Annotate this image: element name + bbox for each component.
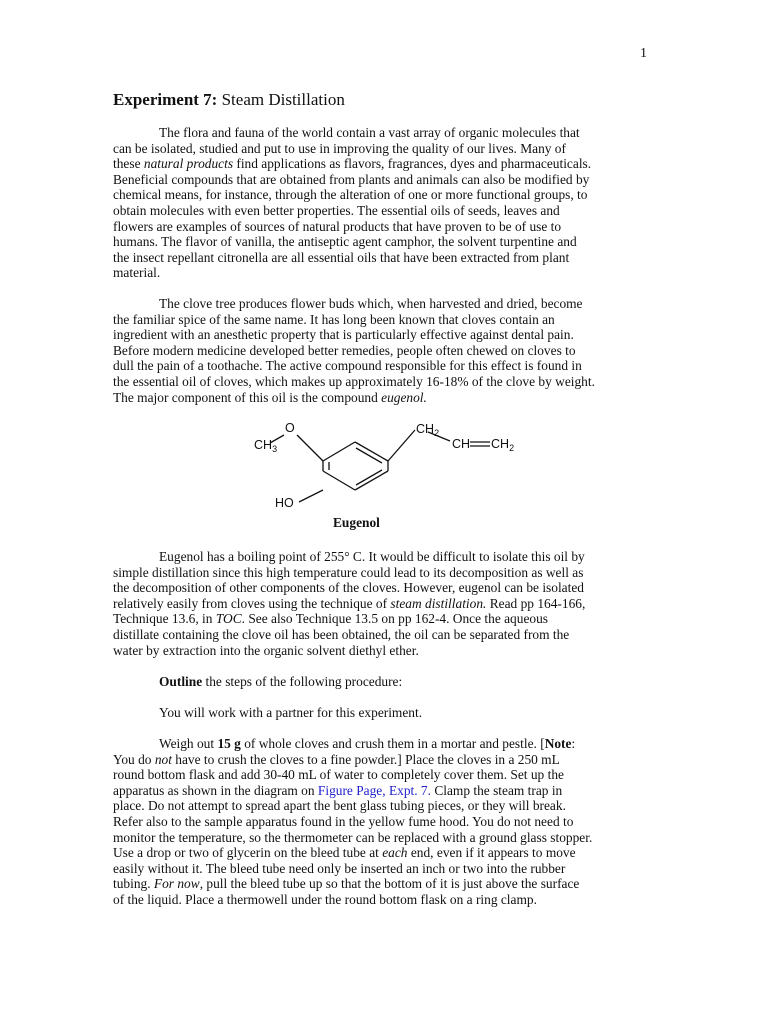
text-line: The flora and fauna of the world contain a vast array of organic molecules that — [159, 125, 580, 140]
text-line: dull the pain of a toothache. The active compound responsible for this effect is found in — [113, 358, 582, 374]
bond-o-methyl — [270, 435, 284, 443]
hydroxyl-label: HO — [275, 496, 294, 510]
outline-instruction — [113, 674, 658, 690]
ring-bond — [323, 471, 355, 490]
text-line: distillate containing the clove oil has been obtained, the oil can be separated from the — [113, 626, 570, 642]
emphasis-text: eugenol. — [381, 389, 427, 405]
partner-note — [113, 705, 658, 721]
molecule-name: Eugenol — [333, 515, 380, 530]
methyl-label: $CH_3$ — [254, 438, 278, 454]
emphasis-text: not — [154, 751, 172, 767]
text-line: material. — [113, 265, 161, 281]
text-line: these natural products find applications as flavors, fragrances, dyes and pharmaceuticals. — [113, 156, 592, 172]
oxygen-label: O — [285, 421, 295, 435]
procedure-paragraph — [113, 736, 658, 908]
text-line: You do not have to crush the cloves to a fine powder.] Place the cloves in a 250 mL — [113, 751, 560, 767]
clove-paragraph — [113, 296, 658, 405]
emphasis-text: each — [382, 845, 408, 861]
text-line: round bottom flask and add 30-40 mL of water to completely cover them. Set up the — [113, 767, 564, 783]
bond-o-ring — [297, 435, 323, 461]
text-line: easily without it. The bleed tube need only be inserted an inch or two into the rubber — [113, 860, 566, 876]
eugenol-paragraph — [113, 549, 658, 658]
text-line: tubing. For now, pull the bleed tube up so that the bottom of it is just above the surface — [113, 876, 580, 892]
bond-ring-ch2 — [388, 430, 415, 461]
vinyl-methylene-label: $CH_2$ — [491, 437, 515, 453]
text-line: Refer also to the sample apparatus found in the yellow fume hood. You do not need to — [113, 813, 574, 829]
text-line: The major component of this oil is the compound eugenol. — [113, 389, 427, 405]
text-line: the decomposition of other components of the cloves. However, eugenol can be isolated — [113, 580, 584, 596]
emphasis-text: TOC — [215, 611, 242, 627]
text-line: the familiar spice of the same name. It has long been known that cloves contain an — [113, 311, 555, 327]
bold-text: Note — [544, 736, 572, 751]
eugenol-structure-diagram — [250, 418, 530, 513]
text-line: simple distillation since this high temperature could lead to its decomposition as well as — [113, 564, 584, 580]
bond-ring-oh — [299, 490, 323, 502]
text-line: flowers are examples of sources of natural products that have proven to be of use to — [113, 218, 562, 234]
ring-bond — [355, 442, 388, 461]
title-text: Steam Distillation — [221, 90, 345, 109]
emphasis-text: natural products — [143, 156, 234, 172]
text-line: of the liquid. Place a thermowell under the round bottom flask on a ring clamp. — [113, 891, 537, 907]
text-line: Technique 13.6, in TOC. See also Technique 13.5 on pp 162-4. Once the aqueous — [113, 611, 548, 627]
text-line: obtain molecules with even better properties. The essential oils of seeds, leaves and — [113, 202, 560, 218]
text-line: Weigh out 15 g of whole cloves and crush them in a mortar and pestle. [Note: — [159, 736, 576, 751]
text-line: water by extraction into the organic solvent diethyl ether. — [113, 642, 419, 658]
figure-page-link[interactable]: Figure Page, Expt. 7. — [317, 782, 431, 798]
intro-paragraph — [113, 125, 658, 281]
text-line: the essential oil of cloves, which makes up approximately 16-18% of the clove by weight. — [113, 373, 595, 389]
text-line: apparatus as shown in the diagram on Figure Page, Expt. 7. Clamp the steam trap in — [113, 782, 563, 798]
methylene-label: $CH_2$ — [416, 422, 440, 438]
text-line: Eugenol has a boiling point of 255° C. It would be difficult to isolate this oil by — [159, 549, 585, 564]
bold-text: Outline — [159, 674, 203, 689]
text-line: relatively easily from cloves using the technique of steam distillation. Read pp 164-166, — [113, 595, 586, 611]
text-line: place. Do not attempt to spread apart the bent glass tubing pieces, or they will break. — [113, 798, 566, 814]
text-line: Before modern medicine developed better remedies, people often chewed on cloves to — [113, 342, 576, 358]
text-line: Beneficial compounds that are obtained from plants and animals can also be modified by — [113, 171, 590, 187]
text-line: ingredient with an anesthetic property that is particularly effective against dental pain. — [113, 327, 574, 343]
ring-bond — [323, 442, 355, 461]
text-line: the insect repellant citronella are all essential oils that have been extracted from plant — [113, 249, 570, 265]
text-line: Use a drop or two of glycerin on the bleed tube at each end, even if it appears to move — [113, 845, 576, 861]
title-label: Experiment 7: — [113, 90, 218, 109]
text-line: can be isolated, studied and put to use in improving the quality of our lives. Many of — [113, 140, 566, 156]
text-line: chemical means, for instance, through the alteration of one or more functional groups, to — [113, 187, 588, 203]
emphasis-text: For now — [153, 876, 200, 892]
page-title — [113, 90, 345, 110]
ring-double-bond — [356, 470, 382, 485]
text-line: The clove tree produces flower buds which, when harvested and dried, become — [159, 296, 583, 311]
ring-bond — [355, 471, 388, 490]
bold-text: 15 g — [217, 736, 241, 751]
text-line: humans. The flavor of vanilla, the antiseptic agent camphor, the solvent turpentine and — [113, 234, 577, 250]
text-line: Outline the steps of the following procedure: — [159, 674, 403, 689]
text-line: You will work with a partner for this experiment. — [159, 705, 423, 720]
text-line: monitor the temperature, so the thermometer can be replaced with a ground glass stopper. — [113, 829, 593, 845]
emphasis-text: steam distillation. — [390, 595, 487, 611]
page-number: 1 — [640, 46, 647, 61]
methine-label: CH — [452, 437, 471, 451]
